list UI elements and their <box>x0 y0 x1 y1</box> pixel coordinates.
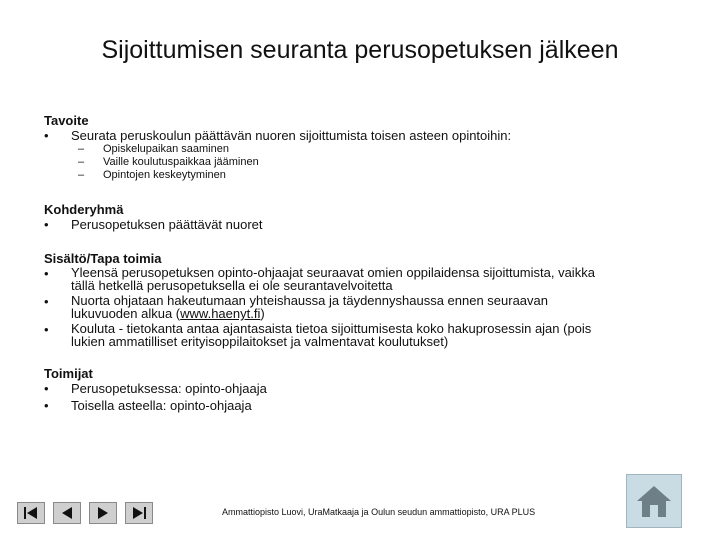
section-heading: Kohderyhmä <box>44 202 124 217</box>
bullet-mark: • <box>44 381 49 396</box>
first-icon <box>21 505 41 521</box>
prev-icon <box>57 505 77 521</box>
bullet-text-line: Yleensä perusopetuksen opinto-ohjaajat seuraavat omien oppilaidensa sijoittumista, vaikka <box>71 265 595 280</box>
bullet-text: Seurata peruskoulun päättävän nuoren sijoittumista toisen asteen opintoihin: <box>71 128 512 143</box>
bullet-mark: • <box>44 398 49 413</box>
link-suffix: ) <box>260 306 265 321</box>
bullet-mark: • <box>44 294 49 309</box>
bullet-mark: • <box>44 217 49 232</box>
bullet-text: Perusopetuksessa: opinto-ohjaaja <box>71 381 267 396</box>
next-icon <box>93 505 113 521</box>
bullet-item <box>44 266 644 292</box>
haenyt-link[interactable]: www.haenyt.fi <box>180 306 261 321</box>
slide-navigation <box>17 502 153 524</box>
bullet-text-line: tällä hetkellä perusopetuksella ei ole seurantavelvoitetta <box>71 278 393 293</box>
slide-title: Sijoittumisen seuranta perusopetuksen jälkeen <box>101 36 619 64</box>
bullet-item <box>44 217 644 232</box>
section-toimijat <box>44 366 644 413</box>
last-icon <box>129 505 149 521</box>
bullet-text-line: Kouluta - tietokanta antaa ajantasaista tietoa sijoittumisesta koko hakuprosessin ajan (pois <box>71 321 592 336</box>
section-heading: Tavoite <box>44 113 89 128</box>
bullet-text: Toisella asteella: opinto-ohjaaja <box>71 398 252 413</box>
next-slide-button[interactable] <box>89 502 117 524</box>
home-button[interactable] <box>626 474 682 528</box>
bullet-mark: • <box>44 128 49 143</box>
sub-bullet-text: Opiskelupaikan saaminen <box>103 143 229 155</box>
sub-bullet-text: Vaille koulutuspaikkaa jääminen <box>103 156 259 168</box>
bullet-item <box>44 398 644 413</box>
dash-mark: – <box>78 169 85 181</box>
section-tavoite <box>44 113 644 182</box>
sub-bullet-item <box>44 156 644 169</box>
bullet-text-line <box>71 307 644 320</box>
last-slide-button[interactable] <box>125 502 153 524</box>
bullet-item <box>44 322 644 348</box>
bullet-mark: • <box>44 322 49 337</box>
sub-bullet-text: Opintojen keskeytyminen <box>103 169 226 181</box>
bullet-text: Perusopetuksen päättävät nuoret <box>71 217 263 232</box>
bullet-text-line: Nuorta ohjataan hakeutumaan yhteishaussa ja täydennyshaussa ennen seuraavan <box>71 293 549 308</box>
bullet-item <box>44 381 644 396</box>
sub-bullet-item <box>44 143 644 156</box>
footer-text: Ammattiopisto Luovi, UraMatkaaja ja Oulun seudun ammattiopisto, URA PLUS <box>222 507 536 517</box>
link-prefix: lukuvuoden alkua ( <box>71 306 181 321</box>
bullet-item <box>44 294 644 320</box>
sub-bullet-item <box>44 169 644 182</box>
dash-mark: – <box>78 156 85 168</box>
previous-slide-button[interactable] <box>53 502 81 524</box>
section-sisalto <box>44 251 644 348</box>
slide-content <box>44 113 644 426</box>
section-heading: Sisältö/Tapa toimia <box>44 251 162 266</box>
section-heading: Toimijat <box>44 366 93 381</box>
first-slide-button[interactable] <box>17 502 45 524</box>
section-kohderyhma <box>44 202 644 232</box>
home-icon <box>634 481 674 521</box>
bullet-item <box>44 128 644 143</box>
bullet-mark: • <box>44 266 49 281</box>
dash-mark: – <box>78 143 85 155</box>
bullet-text-line: lukien ammatilliset erityisoppilaitokset ja valmentavat koulutukset) <box>71 334 449 349</box>
